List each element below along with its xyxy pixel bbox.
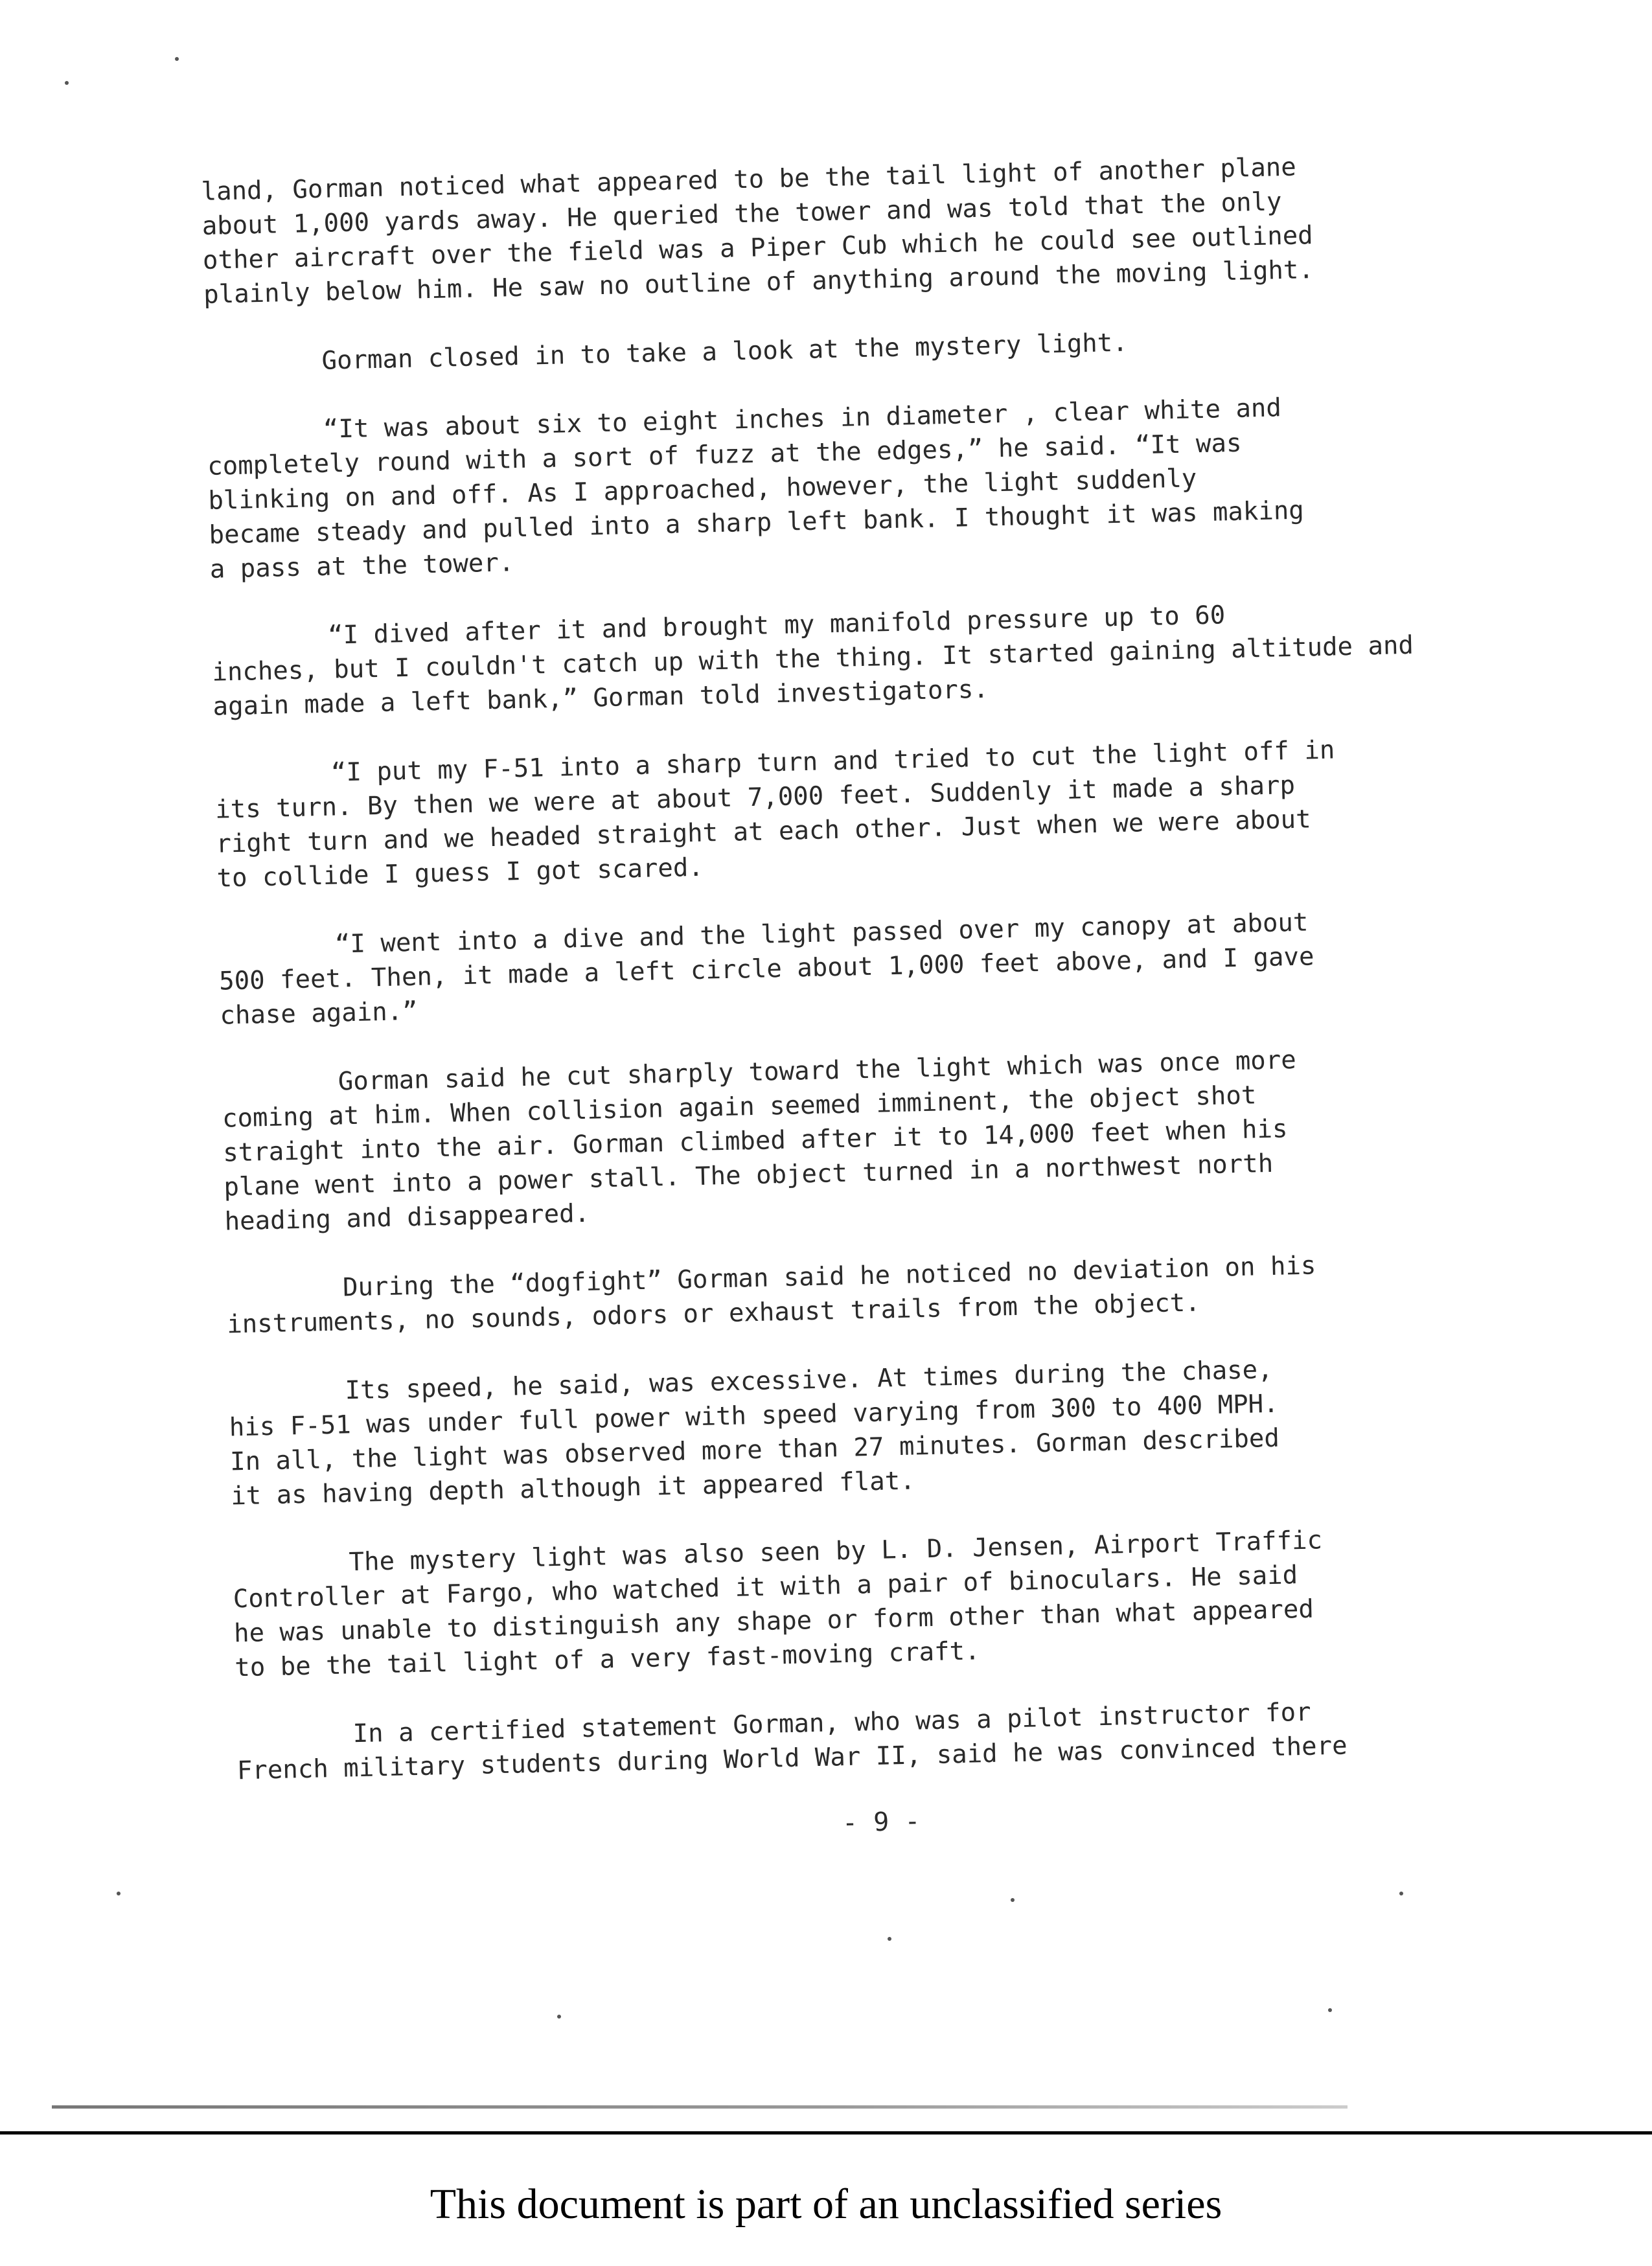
typed-body (201, 146, 1501, 1823)
paragraph-1: land, Gorman noticed what appeared to be the tail light of another plane about 1,000 yards away. He queried the tower and was told that the only other aircraft over the field was a Piper Cub which he could see outlined plainly below him. He saw no outline of anything around the moving light. (201, 152, 1314, 310)
footer-caption: This document is part of an unclassified series (430, 2180, 1222, 2228)
page-number: - 9 - (842, 1806, 921, 1838)
paragraph-10: The mystery light was also seen by L. D. Jensen, Airport Traffic Controller at Fargo, who watched it with a pair of binoculars. He said he was unable to distinguish any shape or form other than what appeared to be the tail light of a very fast-moving craft. (233, 1526, 1323, 1683)
paragraph-11: In a certified statement Gorman, who was a pilot instructor for French military students during World War II, said he was convinced there (236, 1697, 1348, 1786)
paragraph-7: Gorman said he cut sharply toward the light which was once more coming at him. When collision again seemed imminent, the object shot straight into the air. Gorman climbed after it to 14,000 feet when his plane went into a power stall. The object turned in a northwest north heading and disappeared. (222, 1046, 1297, 1237)
scan-speck (888, 1937, 891, 1941)
paragraph-9: Its speed, he said, was excessive. At times during the chase, his F-51 was under full power with speed varying from 300 to 400 MPH. In all, the light was observed more than 27 minutes. Gorman described it as having depth although it appeared flat. (229, 1355, 1280, 1511)
scan-speck (1399, 1892, 1403, 1895)
paragraph-6: “I went into a dive and the light passed over my canopy at about 500 feet. Then, it made a left circle about 1,000 feet above, and I gave chase again.” (218, 908, 1314, 1031)
paragraph-8: During the “dogfight” Gorman said he noticed no deviation on his instruments, no sounds, odors or exhaust trails from the object. (226, 1251, 1316, 1340)
scan-speck (65, 81, 69, 85)
scan-speck (1328, 2008, 1332, 2012)
scan-edge-line (52, 2105, 1348, 2109)
scan-speck (1011, 1898, 1015, 1902)
paragraph-4: “I dived after it and brought my manifold pressure up to 60 inches, but I couldn't catch up with the thing. It started gaining altitude and again made a left bank,” Gorman told investigators. (211, 601, 1414, 722)
paragraph-2: Gorman closed in to take a look at the mystery light. (321, 328, 1129, 376)
paragraph-5: “I put my F-51 into a sharp turn and tried to cut the light off in its turn. By then we were at about 7,000 feet. Suddenly it made a sharp right turn and we headed straight at each other. Just when we were about to collide I guess I got scared. (214, 735, 1335, 893)
paragraph-3: “It was about six to eight inches in diameter , clear white and completely round with a sort of fuzz at the edges,” he said. “It was blinking on and off. As I approached, however, the light suddenly became steady and pulled into a sharp left bank. I thought it was making a pass at the tower. (207, 393, 1305, 584)
scan-speck (557, 2015, 561, 2019)
footer-divider (0, 2131, 1652, 2134)
scan-speck (175, 57, 179, 61)
scan-speck (117, 1892, 120, 1895)
